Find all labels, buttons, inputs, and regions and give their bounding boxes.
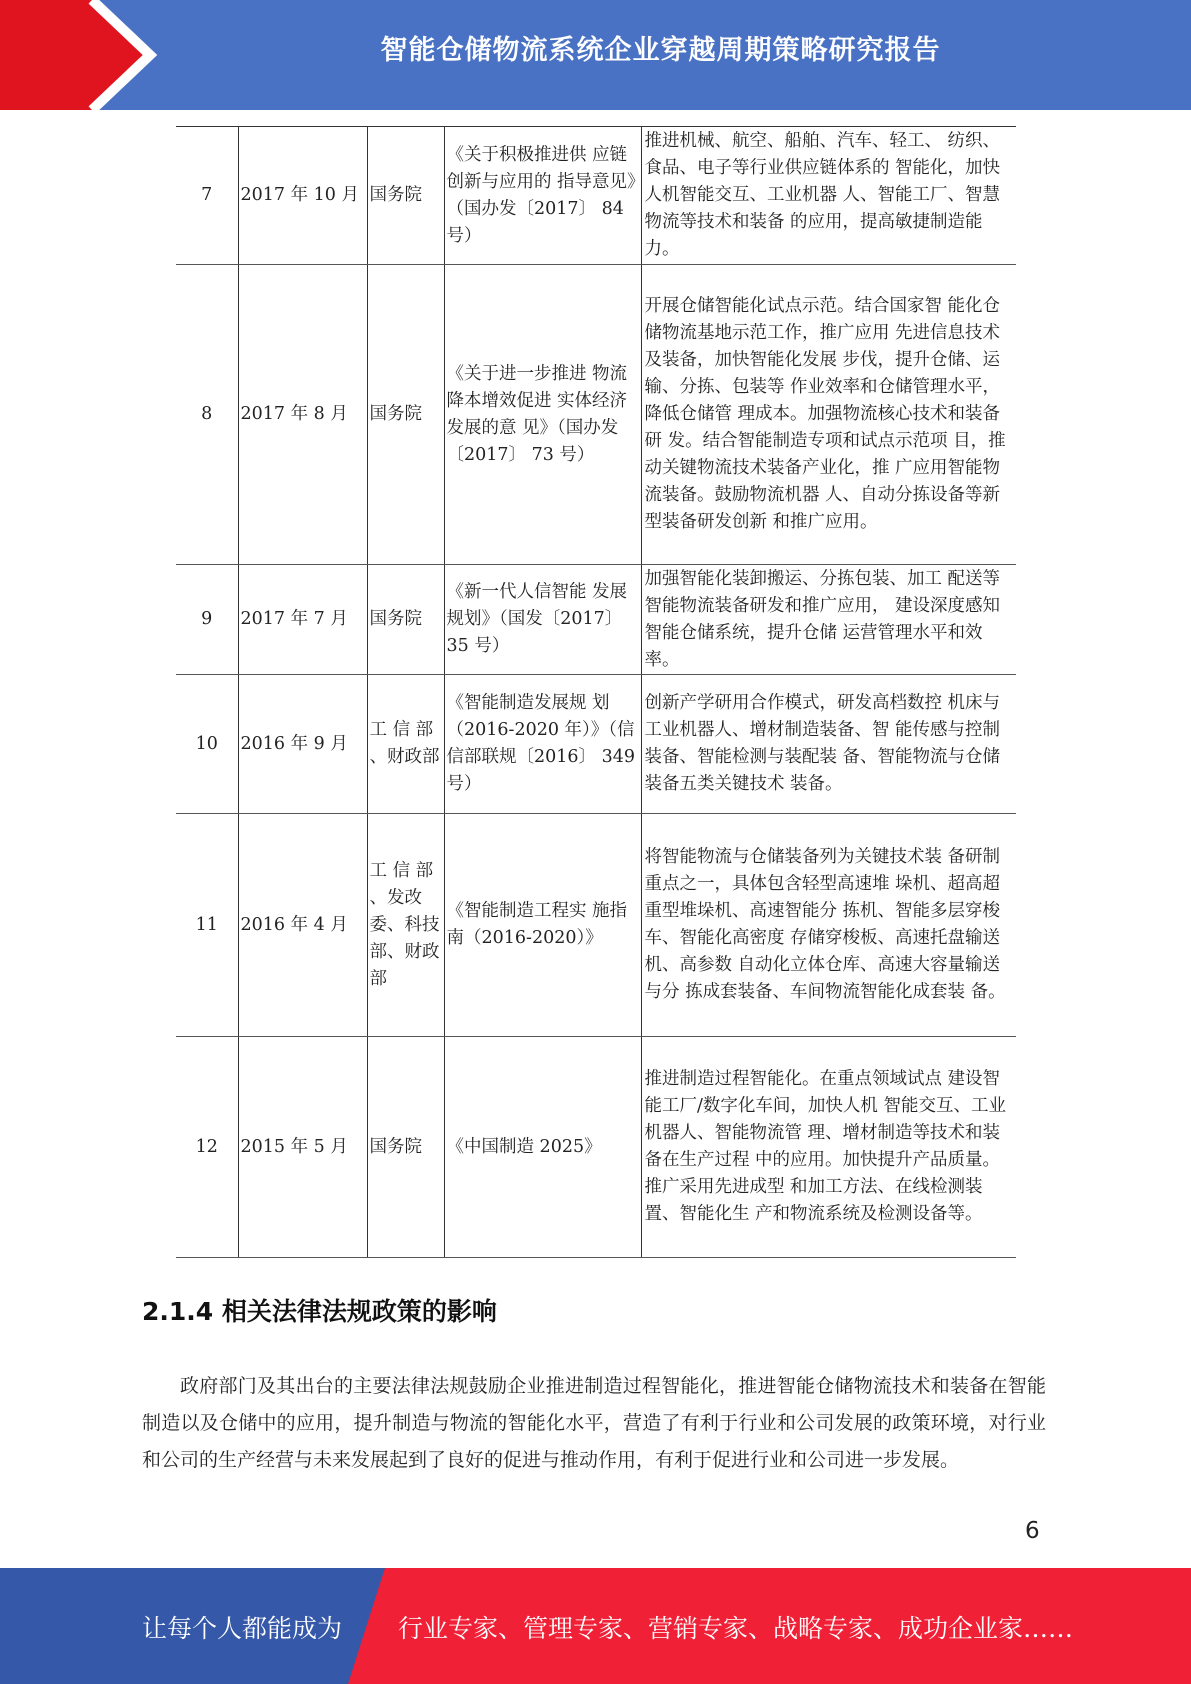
table-row: [176, 675, 1016, 814]
row-number: 12: [176, 1037, 238, 1258]
issuing-authority: 工 信 部 、财政部: [367, 675, 444, 814]
row-number: 9: [176, 565, 238, 675]
policy-content: 推进制造过程智能化。在重点领域试点 建设智能工厂/数字化车间，加快人机 智能交互、工业机器人、智能物流管 理、增材制造等技术和装备在生产过程 中的应用。加快提升产品质量。推广采用先进成型 和加工方法、在线检测装置、智能化生 产和物流系统及检测设备等。: [641, 1037, 1016, 1258]
issuing-authority: 国务院: [367, 1037, 444, 1258]
page-footer: [0, 1568, 1191, 1684]
issuing-authority: 工 信 部 、发改委、科技部、财政部: [367, 814, 444, 1037]
footer-slogan-right: 行业专家、管理专家、营销专家、战略专家、成功企业家……: [398, 1614, 1074, 1643]
issue-date: 2016 年 9 月: [238, 675, 367, 814]
report-title: 智能仓储物流系统企业穿越周期策略研究报告: [380, 35, 941, 66]
policy-content: 推进机械、航空、船舶、汽车、轻工、 纺织、食品、电子等行业供应链体系的 智能化，加快人机智能交互、工业机器 人、智能工厂、智慧物流等技术和装备 的应用，提高敏捷制造能力。: [641, 127, 1016, 265]
table-row: [176, 265, 1016, 565]
policy-content: 加强智能化装卸搬运、分拣包装、加工 配送等智能物流装备研发和推广应用， 建设深度感知智能仓储系统，提升仓储 运营管理水平和效率。: [641, 565, 1016, 675]
table-row: [176, 127, 1016, 265]
issue-date: 2017 年 8 月: [238, 265, 367, 565]
body-paragraph: 政府部门及其出台的主要法律法规鼓励企业推进制造过程智能化，推进智能仓储物流技术和装备在智能制造以及仓储中的应用，提升制造与物流的智能化水平，营造了有利于行业和公司发展的政策环境，对行业和公司的生产经营与未来发展起到了良好的促进与推动作用，有利于促进行业和公司进一步发展。: [142, 1375, 1046, 1471]
policy-document: 《智能制造发展规 划（2016-2020 年）》（信信部联规〔2016〕 349 号）: [444, 675, 641, 814]
issue-date: 2016 年 4 月: [238, 814, 367, 1037]
table-row: [176, 1037, 1016, 1258]
issuing-authority: 国务院: [367, 565, 444, 675]
header-red-arrow: [0, 0, 150, 110]
row-number: 10: [176, 675, 238, 814]
policy-document: 《中国制造 2025》: [444, 1037, 641, 1258]
policy-content: 创新产学研用合作模式，研发高档数控 机床与工业机器人、增材制造装备、智 能传感与控制装备、智能检测与装配装 备、智能物流与仓储装备五类关键技术 装备。: [641, 675, 1016, 814]
table-row: [176, 565, 1016, 675]
page-header: [0, 0, 1191, 110]
footer-slogan-left: 让每个人都能成为: [142, 1614, 343, 1643]
row-number: 8: [176, 265, 238, 565]
policy-content: 将智能物流与仓储装备列为关键技术装 备研制重点之一，具体包含轻型高速堆 垛机、超高超重型堆垛机、高速智能分 拣机、智能多层穿梭车、智能化高密度 存储穿梭板、高速托盘输送机、高参数 自动化立体仓库、高速大容量输送与分 拣成套装备、车间物流智能化成套装 备。: [641, 814, 1016, 1037]
policy-document: 《关于积极推进供 应链创新与应用的 指导意见》（国办发〔2017〕 84 号）: [444, 127, 641, 265]
issuing-authority: 国务院: [367, 265, 444, 565]
policy-content: 开展仓储智能化试点示范。结合国家智 能化仓储物流基地示范工作，推广应用 先进信息技术及装备，加快智能化发展 步伐，提升仓储、运输、分拣、包装等 作业效率和仓储管理水平，降低仓储管 理成本。加强物流核心技术和装备研 发。结合智能制造专项和试点示范项 目，推动关键物流技术装备产业化，推 广应用智能物流装备。鼓励物流机器 人、自动分拣设备等新型装备研发创新 和推广应用。: [641, 265, 1016, 565]
issue-date: 2015 年 5 月: [238, 1037, 367, 1258]
issue-date: 2017 年 10 月: [238, 127, 367, 265]
policy-document: 《智能制造工程实 施指南（2016-2020）》: [444, 814, 641, 1037]
section-heading: 2.1.4 相关法律法规政策的影响: [142, 1297, 497, 1326]
page-number: 6: [1025, 1518, 1040, 1544]
policy-document: 《新一代人信智能 发展规划》（国发〔2017〕 35 号）: [444, 565, 641, 675]
policy-document: 《关于进一步推进 物流降本增效促进 实体经济发展的意 见》（国办发〔2017〕 73 号）: [444, 265, 641, 565]
table-row: [176, 814, 1016, 1037]
policy-table: [176, 126, 1016, 1258]
row-number: 7: [176, 127, 238, 265]
row-number: 11: [176, 814, 238, 1037]
issue-date: 2017 年 7 月: [238, 565, 367, 675]
issuing-authority: 国务院: [367, 127, 444, 265]
